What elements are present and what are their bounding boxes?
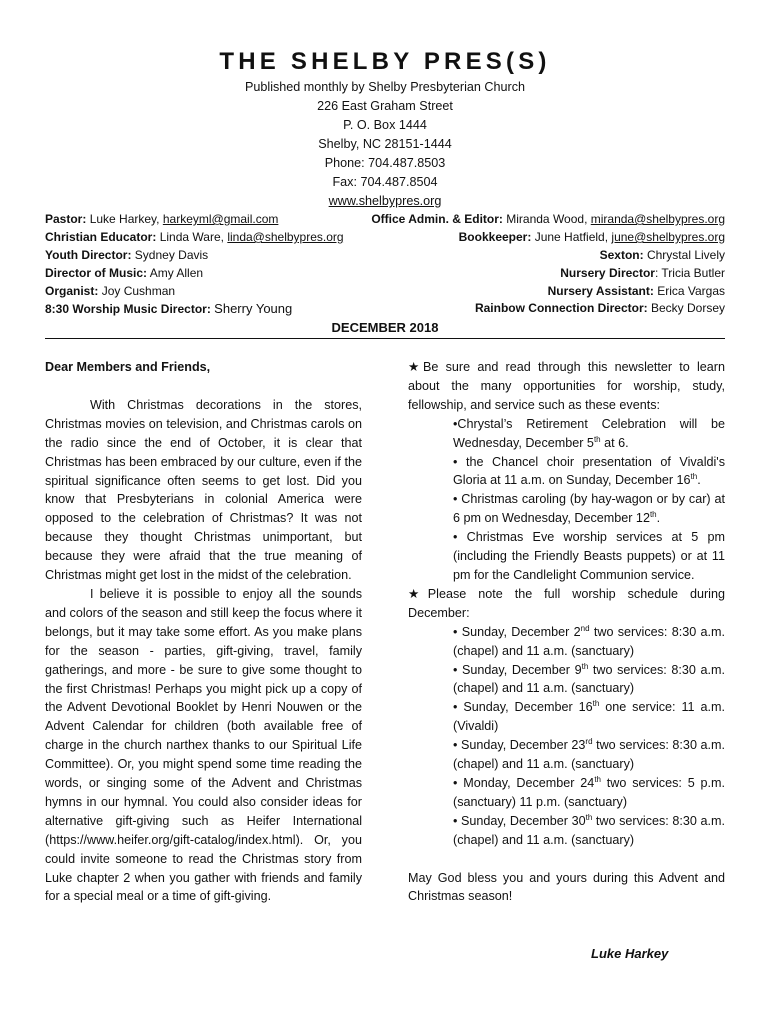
letter-greeting: Dear Members and Friends, xyxy=(45,360,211,374)
events-column xyxy=(408,358,725,906)
schedule-item: • Sunday, December 23rd two services: 8:30 a.m. (chapel) and 11 a.m. (sanctuary) xyxy=(453,736,725,772)
schedule-item: • Sunday, December 2nd two services: 8:30 a.m. (chapel) and 11 a.m. (sanctuary) xyxy=(453,623,725,658)
staff-row-3 xyxy=(45,248,725,265)
educator-email-link[interactable]: linda@shelbypres.org xyxy=(227,230,344,244)
letter-paragraph-1: With Christmas decorations in the stores, Christmas movies on television, and Christmas carols on the radio since the end of October, it is clear that Christmas has been embraced by our culture, even if the spiritual significance often seems to get lost. Did you know that Presbyterians in colonial America were opposed to the celebration of Christmas? It was not because they thought Christmas unimportant, but because they were afraid that the true meaning of Christmas might get lost in the midst of the celebration. xyxy=(45,397,362,583)
masthead-fax: Fax: 704.487.8504 xyxy=(332,175,438,189)
staff-youth: Youth Director: Sydney Davis xyxy=(45,248,209,262)
staff-admin: Office Admin. & Editor: Miranda Wood, miranda@shelbypres.org xyxy=(371,212,725,226)
masthead-website-row xyxy=(0,194,770,208)
masthead-phone: Phone: 704.487.8503 xyxy=(324,156,446,170)
staff-rainbow: Rainbow Connection Director: Becky Dorsey xyxy=(474,301,725,315)
masthead-publisher: Published monthly by Shelby Presbyterian Church xyxy=(244,80,525,94)
event-item: • the Chancel choir presentation of Vivaldi's Gloria at 11 a.m. on Sunday, December 16th. xyxy=(453,454,725,488)
letter-paragraph-2: I believe it is possible to enjoy all the sounds and colors of the season and still keep the focus where it belongs, but it may take some effort. As you make plans for the season - parties, gift-giving, travel, family gatherings, and more - be sure to give some thought to the first Christmas! Perhaps you might pick up a copy of the Advent Devotional Booklet by Henri Nouwen or the Advent Calendar for children (both available free of charge in the church narthex thanks to our Spiritual Life Committee). Or, you might spend some time reading the words, or singing some of the Advent and Christmas hymns in our hymnal. You could also consider ideas for alternative gift-giving such as Heifer International (https://www.heifer.org/gift-catalog/index.html). Or, you could invite someone to read the Christmas story from Luke chapter 2 when you gather with friends and family for a special meal or a time of gift-giving. xyxy=(45,586,362,904)
signature: Luke Harkey xyxy=(591,946,669,961)
staff-row-1 xyxy=(45,212,725,229)
masthead-street: 226 East Graham Street xyxy=(317,99,453,113)
closing-blessing: May God bless you and yours during this Advent and Christmas season! xyxy=(408,870,725,904)
staff-row-5 xyxy=(45,284,725,301)
pastor-letter xyxy=(45,358,362,906)
events-intro: ★Be sure and read through this newsletter to learn about the many opportunities for worship, study, fellowship, and service such as these events: xyxy=(408,360,725,412)
staff-worship-830: 8:30 Worship Music Director: Sherry Young xyxy=(45,301,293,316)
staff-organist: Organist: Joy Cushman xyxy=(45,284,176,298)
staff-sexton: Sexton: Chrystal Lively xyxy=(599,248,725,262)
newsletter-title: THE SHELBY PRES(S) xyxy=(219,48,551,75)
masthead-po-box: P. O. Box 1444 xyxy=(343,118,427,132)
staff-music: Director of Music: Amy Allen xyxy=(45,266,204,280)
bookkeeper-email-link[interactable]: june@shelbypres.org xyxy=(611,230,725,244)
staff-bookkeeper: Bookkeeper: June Hatfield, june@shelbypres.org xyxy=(458,230,725,244)
pastor-email-link[interactable]: harkeyml@gmail.com xyxy=(162,212,279,226)
event-item: • Christmas caroling (by hay-wagon or by car) at 6 pm on Wednesday, December 12th. xyxy=(453,492,725,526)
schedule-item: • Sunday, December 16th one service: 11 a.m. (Vivaldi) xyxy=(453,699,725,734)
schedule-item: • Sunday, December 9th two services: 8:30 a.m. (chapel) and 11 a.m. (sanctuary) xyxy=(453,661,725,696)
event-item: •Chrystal’s Retirement Celebration will be Wednesday, December 5th at 6. xyxy=(453,416,725,450)
website-link[interactable]: www.shelbypres.org xyxy=(328,194,442,208)
staff-row-4 xyxy=(45,266,725,283)
staff-row-6 xyxy=(45,301,725,318)
schedule-item: • Sunday, December 30th two services: 8:30 a.m. (chapel) and 11 a.m. (sanctuary) xyxy=(453,812,725,847)
header-divider xyxy=(45,338,725,339)
admin-email-link[interactable]: miranda@shelbypres.org xyxy=(590,212,725,226)
staff-educator: Christian Educator: Linda Ware, linda@shelbypres.org xyxy=(45,230,344,244)
schedule-intro: ★Please note the full worship schedule during December: xyxy=(408,586,725,620)
masthead-city: Shelby, NC 28151-1444 xyxy=(318,137,452,151)
staff-row-2 xyxy=(45,230,725,247)
issue-month: DECEMBER 2018 xyxy=(331,320,439,335)
staff-nursery: Nursery Director: Tricia Butler xyxy=(560,266,725,280)
staff-pastor: Pastor: Luke Harkey, harkeyml@gmail.com xyxy=(45,212,279,226)
schedule-item: • Monday, December 24th two services: 5 p.m. (sanctuary) 11 p.m. (sanctuary) xyxy=(453,774,726,809)
staff-nursery-assistant: Nursery Assistant: Erica Vargas xyxy=(547,284,725,298)
event-item: • Christmas Eve worship services at 5 pm (including the Friendly Beasts puppets) or at 11 pm for the Candlelight Communion service. xyxy=(453,530,725,582)
